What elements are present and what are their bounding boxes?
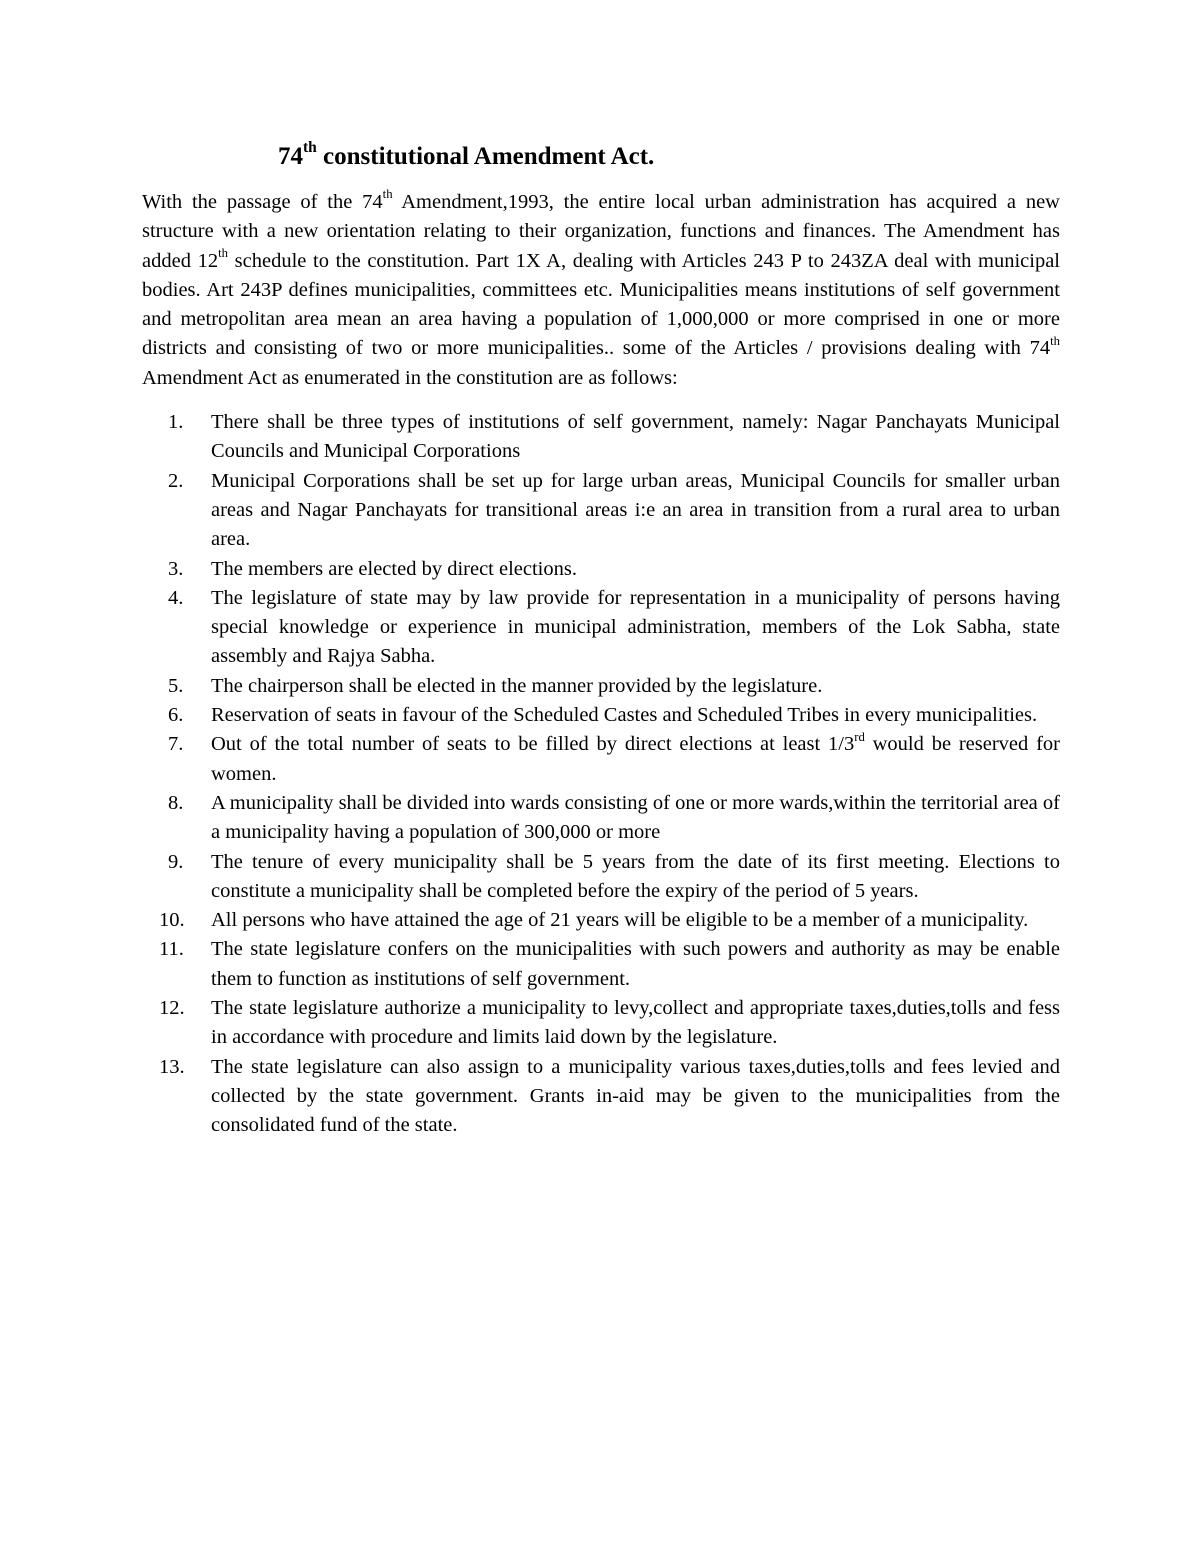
list-item (142, 467, 1060, 555)
list-item-text: The state legislature can also assign to a municipality various taxes,duties,tolls and fees levied and collected by the state government. Grants in-aid may be given to the municipalities from the consolidated fund of the state. (211, 1055, 1060, 1137)
intro-superscript-1: th (382, 187, 393, 202)
list-item (142, 672, 1060, 701)
list-item (142, 994, 1060, 1053)
list-item (142, 408, 1060, 467)
list-item-number: 10. (159, 909, 185, 932)
list-item (142, 906, 1060, 935)
list-item-text: The state legislature authorize a municipality to levy,collect and appropriate taxes,duties,tolls and fess in accordance with procedure and limits laid down by the legislature. (211, 997, 1060, 1049)
list-item-number: 1. (168, 411, 184, 434)
intro-text-1: With the passage of the 74 (142, 191, 383, 213)
list-item-number: 9. (168, 850, 184, 873)
list-item-number: 5. (168, 674, 184, 697)
list-item-number: 2. (168, 469, 184, 492)
list-item (142, 848, 1060, 907)
list-item-number: 7. (168, 733, 184, 756)
list-item-number: 12. (159, 997, 185, 1020)
list-item (142, 701, 1060, 730)
intro-text-2: Amendment,1993, the entire local urban administration has acquired a new structure with a new orientation relating to their organization, functions and finances. The Amendment has added 12 (142, 191, 1060, 272)
list-item-text: The members are elected by direct elections. (211, 557, 577, 580)
intro-superscript-2: th (218, 245, 228, 260)
document-page (142, 138, 1060, 1141)
list-item-text: The state legislature confers on the municipalities with such powers and authority as may be enable them to function as institutions of self government. (211, 938, 1060, 990)
title-ordinal-suffix: th (303, 139, 317, 157)
list-item-number: 8. (168, 791, 184, 814)
list-item-text: The chairperson shall be elected in the manner provided by the legislature. (211, 674, 823, 697)
intro-text-3: schedule to the constitution. Part 1X A, dealing with Articles 243 P to 243ZA deal with municipal bodies. Art 243P defines municipalities, committees etc. Municipalities means institutions of self government and metropolitan area mean an area having a population of 1,000,000 or more comprised in one or more districts and consisting of two or more municipalities.. some of the Articles / provisions dealing with 74 (142, 249, 1060, 360)
intro-paragraph (142, 188, 1060, 393)
list-item-text: Reservation of seats in favour of the Scheduled Castes and Scheduled Tribes in every municipalities. (211, 704, 1038, 727)
list-item-number: 4. (168, 586, 184, 609)
list-item-number: 13. (159, 1055, 185, 1078)
list-item (142, 730, 1060, 789)
intro-text-4: Amendment Act as enumerated in the constitution are as follows: (142, 366, 678, 389)
list-item-number: 6. (168, 704, 184, 727)
intro-superscript-3: th (1050, 333, 1060, 348)
list-item (142, 935, 1060, 994)
list-item-text: There shall be three types of institutions of self government, namely: Nagar Panchayats Municipal Councils and Municipal Corporations (211, 411, 1060, 463)
list-item-text: Municipal Corporations shall be set up for large urban areas, Municipal Councils for smaller urban areas and Nagar Panchayats for transitional areas i:e an area in transition from a rural area to urban area. (211, 469, 1060, 551)
list-item-text: The legislature of state may by law provide for representation in a municipality of persons having special knowledge or experience in municipal administration, members of the Lok Sabha, state assembly and Rajya Sabha. (211, 586, 1060, 668)
title-number: 74 (278, 143, 303, 170)
list-item-number: 3. (168, 557, 184, 580)
list-item-text: The tenure of every municipality shall be 5 years from the date of its first meeting. Elections to constitute a municipality shall be completed before the expiry of the period of 5 years. (211, 850, 1060, 902)
document-title (278, 138, 1060, 178)
list-item (142, 789, 1060, 848)
list-item (142, 1053, 1060, 1141)
list-item-text: Out of the total number of seats to be filled by direct elections at least 1/3 (211, 733, 855, 756)
list-item (142, 584, 1060, 672)
title-text: constitutional Amendment Act. (316, 143, 655, 170)
list-item-text: All persons who have attained the age of 21 years will be eligible to be a member of a municipality. (211, 909, 1029, 932)
list-item-text-continued: would be reserved for women. (211, 733, 1060, 785)
list-item (142, 555, 1060, 584)
list-item-text: A municipality shall be divided into wards consisting of one or more wards,within the territorial area of a municipality having a population of 300,000 or more (211, 791, 1060, 844)
list-item-superscript: rd (854, 729, 865, 744)
list-item-number: 11. (159, 938, 184, 961)
provisions-list (142, 408, 1060, 1140)
